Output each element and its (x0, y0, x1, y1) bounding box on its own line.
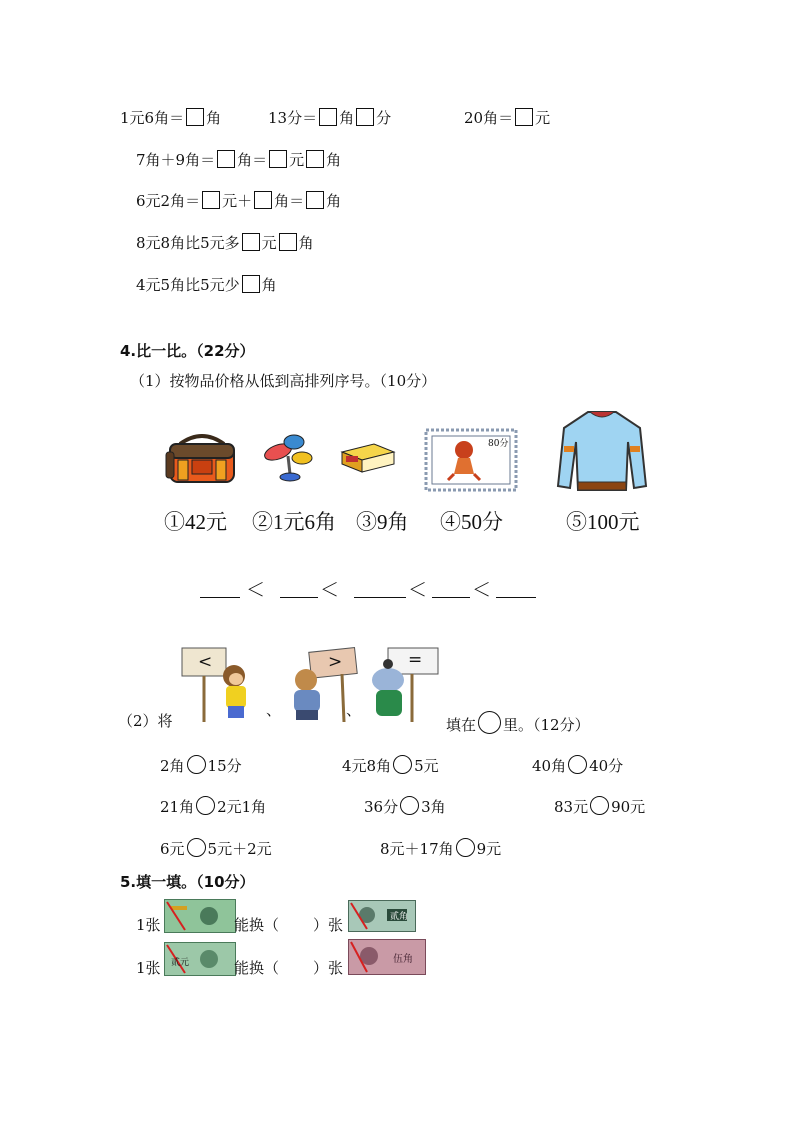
less-than-sign: ＜ (408, 579, 428, 601)
row-text: 角 (326, 151, 342, 169)
row-text: 2角 (160, 757, 185, 775)
row-text: 9元 (476, 840, 502, 858)
compare-circle[interactable] (187, 755, 206, 774)
row-text: 里。（12分） (503, 716, 590, 734)
answer-box[interactable] (319, 108, 337, 126)
compare-item (342, 755, 439, 776)
two-yuan-note-icon (164, 942, 236, 976)
row-text: 3角 (421, 798, 446, 816)
monkey-less-than-icon (180, 646, 260, 724)
compare-circle[interactable] (590, 796, 609, 815)
note-row-prefix: 1张 (136, 916, 161, 934)
fill-row (136, 191, 341, 211)
row-text: 6元2角＝ (136, 192, 201, 210)
row-text: 5元 (414, 757, 439, 775)
row-text: 角 (298, 234, 314, 252)
note-label: 伍角 (393, 954, 413, 965)
row-text: 角 (326, 192, 342, 210)
answer-box[interactable] (242, 233, 260, 251)
row-text: 角 (339, 109, 355, 127)
section-4-title: 4.比一比。（22分） (120, 342, 255, 360)
separator: 、 (266, 701, 282, 719)
answer-box[interactable] (217, 150, 235, 168)
option-2: ②1元6角 (252, 510, 336, 534)
note-row-middle (234, 915, 343, 935)
option-3: ③9角 (356, 510, 409, 534)
row-text: 角 (261, 276, 277, 294)
sign-text: > (328, 652, 343, 672)
sign-text: < (198, 652, 213, 672)
note-row-prefix: 1张 (136, 959, 161, 977)
answer-box[interactable] (515, 108, 533, 126)
part-1-instruction: （1）按物品价格从低到高排列序号。（10分） (130, 372, 437, 390)
row-text: 角 (206, 109, 222, 127)
answer-box[interactable] (306, 150, 324, 168)
less-than-sign: ＜ (320, 579, 340, 601)
compare-item (380, 838, 501, 859)
compare-item (532, 755, 623, 776)
order-blank-3[interactable] (354, 597, 406, 598)
note-label: 贰角 (390, 912, 409, 922)
compare-circle[interactable] (393, 755, 412, 774)
fill-row (464, 108, 550, 128)
row-text: 1元6角＝ (120, 109, 185, 127)
row-text: 20角＝ (464, 109, 514, 127)
fill-row (136, 150, 341, 170)
fill-row (268, 108, 391, 128)
part-2-prefix: （2）将 (118, 712, 173, 730)
row-text: 15分 (207, 757, 242, 775)
fill-row (136, 275, 277, 295)
sweater-icon (554, 406, 650, 498)
flower-toy-icon (260, 430, 316, 484)
row-text: 元＋ (222, 192, 253, 210)
row-text: 90元 (611, 798, 646, 816)
row-text: 角＝ (274, 192, 305, 210)
option-1: ①42元 (164, 510, 227, 534)
elephant-equal-icon (366, 646, 442, 724)
answer-box[interactable] (306, 191, 324, 209)
two-jiao-note-icon (348, 900, 416, 932)
row-text: 83元 (554, 798, 589, 816)
option-4: ④50分 (440, 510, 503, 534)
row-text: 分 (376, 109, 392, 127)
answer-box[interactable] (202, 191, 220, 209)
less-than-sign: ＜ (246, 579, 266, 601)
circle-symbol (478, 711, 501, 734)
order-blank-1[interactable] (200, 597, 240, 598)
row-text: 元 (289, 151, 305, 169)
compare-circle[interactable] (456, 838, 475, 857)
answer-box[interactable] (186, 108, 204, 126)
compare-circle[interactable] (196, 796, 215, 815)
less-than-sign: ＜ (472, 579, 492, 601)
option-5: ⑤100元 (566, 510, 640, 534)
box-icon (338, 438, 398, 474)
row-text: 36分 (364, 798, 399, 816)
compare-item (364, 796, 446, 817)
compare-item (554, 796, 645, 817)
note-row-middle (234, 958, 343, 978)
sign-text: = (408, 650, 423, 670)
compare-circle[interactable] (187, 838, 206, 857)
separator: 、 (346, 701, 362, 719)
row-text: 8元＋17角 (380, 840, 454, 858)
row-text: 21角 (160, 798, 195, 816)
compare-circle[interactable] (400, 796, 419, 815)
note-label: 贰元 (171, 958, 190, 968)
row-text: 13分＝ (268, 109, 318, 127)
stamp-price: 80分 (488, 439, 509, 449)
row-text: 40分 (589, 757, 624, 775)
order-blank-5[interactable] (496, 597, 536, 598)
compare-item (160, 755, 242, 776)
row-text: ）张 (313, 916, 344, 934)
row-text: 元 (261, 234, 277, 252)
row-text: 40角 (532, 757, 567, 775)
part-2-instruction (446, 711, 590, 735)
row-text: 4元5角比5元少 (136, 276, 240, 294)
row-text: 8元8角比5元多 (136, 234, 240, 252)
row-text: 5元＋2元 (207, 840, 272, 858)
order-blank-2[interactable] (280, 597, 318, 598)
compare-circle[interactable] (568, 755, 587, 774)
section-5-title: 5.填一填。（10分） (120, 873, 255, 891)
fill-row (136, 233, 314, 253)
compare-item (160, 796, 266, 817)
row-text: 填在 (446, 716, 477, 734)
row-text: ）张 (313, 959, 344, 977)
row-text: 4元8角 (342, 757, 392, 775)
one-yuan-note-icon (164, 899, 236, 933)
answer-box[interactable] (242, 275, 260, 293)
answer-box[interactable] (279, 233, 297, 251)
compare-item (160, 838, 272, 859)
answer-box[interactable] (269, 150, 287, 168)
row-text: 6元 (160, 840, 185, 858)
row-text: 角＝ (237, 151, 268, 169)
order-blank-4[interactable] (432, 597, 470, 598)
answer-box[interactable] (254, 191, 272, 209)
bag-icon (164, 430, 240, 486)
row-text: 7角＋9角＝ (136, 151, 216, 169)
row-text: 能换（ (234, 959, 280, 977)
five-jiao-note-icon (348, 939, 426, 975)
fill-row (120, 108, 221, 128)
row-text: 能换（ (234, 916, 280, 934)
row-text: 2元1角 (217, 798, 267, 816)
row-text: 元 (535, 109, 551, 127)
answer-box[interactable] (356, 108, 374, 126)
